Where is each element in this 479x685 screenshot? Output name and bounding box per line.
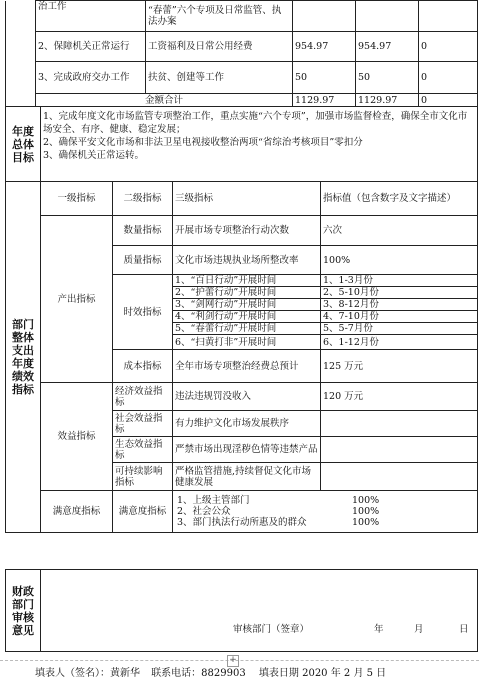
timeliness-l2: 时效指标	[113, 275, 173, 350]
timeliness-l3: 5、“春蕾行动”开展时间	[173, 323, 321, 335]
timeliness-value: 3、8-12月份	[321, 299, 478, 311]
budget-amount: 0	[419, 32, 478, 62]
benefit-value	[321, 411, 478, 437]
review-year: 年	[374, 624, 384, 635]
total-row	[6, 94, 478, 107]
budget-amount: 954.97	[293, 32, 356, 62]
quality-value: 100%	[321, 246, 478, 275]
timeliness-value: 1、1-3月份	[321, 275, 478, 287]
performance-table	[5, 181, 478, 533]
satisfaction-item	[173, 495, 477, 506]
cost-value: 125 万元	[321, 350, 478, 383]
benefit-l3: 有力维护文化市场发展秩序	[173, 411, 321, 437]
header-value: 指标值（包含数字及文字描述）	[321, 182, 478, 216]
budget-item: 2、保障机关正常运行	[36, 32, 146, 62]
benefit-label: 效益指标	[41, 383, 113, 491]
footer	[35, 664, 386, 679]
budget-table	[5, 0, 478, 107]
annual-goal-table	[5, 106, 478, 182]
benefit-value: 120 万元	[321, 383, 478, 411]
budget-row	[6, 1, 478, 32]
benefit-l2: 可持续影响指标	[113, 463, 173, 491]
benefit-value	[321, 437, 478, 463]
budget-amount	[356, 1, 419, 32]
timeliness-l3: 2、“护蕾行动”开展时间	[173, 287, 321, 299]
budget-detail: 工资福利及日常公用经费	[146, 32, 293, 62]
budget-amount: 50	[356, 62, 419, 94]
satisfaction-item	[173, 517, 477, 528]
review-month: 月	[414, 624, 424, 635]
satisfaction-text: 1、上级主管部门	[177, 495, 250, 506]
table-move-handle[interactable]: +	[227, 655, 239, 667]
output-label: 产出指标	[41, 216, 113, 383]
total-label: 金额合计	[36, 94, 293, 107]
timeliness-value: 5、5-7月份	[321, 323, 478, 335]
quantity-l2: 数量指标	[113, 216, 173, 246]
satisfaction-l2: 满意度指标	[113, 491, 173, 533]
timeliness-l3: 1、“百日行动”开展时间	[173, 275, 321, 287]
satisfaction-text: 3、部门执法行动所惠及的群众	[177, 517, 307, 528]
review-content	[41, 570, 478, 652]
benefit-l2: 社会效益指标	[113, 411, 173, 437]
timeliness-l3: 6、“扫黄打非”开展时间	[173, 335, 321, 350]
benefit-l2: 生态效益指标	[113, 437, 173, 463]
budget-row	[6, 62, 478, 94]
benefit-l3: 严格监管措施,持续督促文化市场健康发展	[173, 463, 321, 491]
budget-amount: 50	[293, 62, 356, 94]
total-amount: 0	[419, 94, 478, 107]
satisfaction-pct: 100%	[352, 495, 380, 506]
quantity-value: 六次	[321, 216, 478, 246]
review-day: 日	[459, 624, 469, 635]
annual-goal-line: 1、完成年度文化市场监管专项整治工作，重点实施“六个专项”，加强市场监督检查，确保全市文化市场安全、有序、健康、稳定发展；	[43, 111, 468, 135]
quantity-l3: 开展市场专项整治行动次数	[173, 216, 321, 246]
budget-amount: 954.97	[356, 32, 419, 62]
annual-goal-line: 3、确保机关正常运转。	[43, 150, 145, 161]
quality-l3: 文化市场违规执业场所整改率	[173, 246, 321, 275]
quality-l2: 质量指标	[113, 246, 173, 275]
benefit-l3: 违法违规罚没收入	[173, 383, 321, 411]
budget-amount	[293, 1, 356, 32]
header-l1: 一级指标	[41, 182, 113, 216]
header-l3: 三级指标	[173, 182, 321, 216]
total-amount: 1129.97	[293, 94, 356, 107]
phone: 联系电话：8829903	[151, 668, 246, 679]
performance-label: 部门整体支出年度绩效指标	[6, 182, 41, 533]
total-amount: 1129.97	[356, 94, 419, 107]
benefit-l3: 严禁市场出现淫秽色情等违禁产品	[173, 437, 321, 463]
budget-amount: 0	[419, 62, 478, 94]
annual-goal-line: 2、确保平安文化市场和非法卫星电视接收整治两项“省综治考核项目”零扣分	[43, 137, 363, 148]
timeliness-l3: 4、“利剑行动”开展时间	[173, 311, 321, 323]
satisfaction-pct: 100%	[352, 517, 380, 528]
review-dept: 审核部门（签章）	[233, 624, 310, 635]
budget-detail: “春蕾”六个专项及日常监管、执法办案	[146, 1, 293, 32]
timeliness-value: 4、7-10月份	[321, 311, 478, 323]
header-l2: 二级指标	[113, 182, 173, 216]
timeliness-value: 2、5-10月份	[321, 287, 478, 299]
annual-goal-content	[41, 107, 478, 182]
review-table	[5, 569, 478, 652]
page-break-line	[0, 660, 479, 661]
filler-name: 填表人（签名）：黄新华	[35, 668, 140, 679]
benefit-l2: 经济效益指标	[113, 383, 173, 411]
satisfaction-text: 2、社会公众	[177, 506, 231, 517]
budget-item: 治工作	[36, 1, 146, 32]
budget-row	[6, 32, 478, 62]
budget-amount	[419, 1, 478, 32]
satisfaction-list	[173, 491, 478, 533]
benefit-value	[321, 463, 478, 491]
satisfaction-label: 满意度指标	[41, 491, 113, 533]
cost-l3: 全年市场专项整治经费总预计	[173, 350, 321, 383]
budget-detail: 扶贫、创建等工作	[146, 62, 293, 94]
budget-item: 3、完成政府交办工作	[36, 62, 146, 94]
timeliness-l3: 3、“剑网行动”开展时间	[173, 299, 321, 311]
fill-date: 填表日期 2020 年 2 月 5 日	[258, 668, 387, 679]
timeliness-value: 6、1-12月份	[321, 335, 478, 350]
review-label: 财政部门审核意见	[6, 570, 41, 652]
cost-l2: 成本指标	[113, 350, 173, 383]
satisfaction-item	[173, 506, 477, 517]
annual-goal-label: 年度总体目标	[6, 107, 41, 182]
satisfaction-pct: 100%	[352, 506, 380, 517]
